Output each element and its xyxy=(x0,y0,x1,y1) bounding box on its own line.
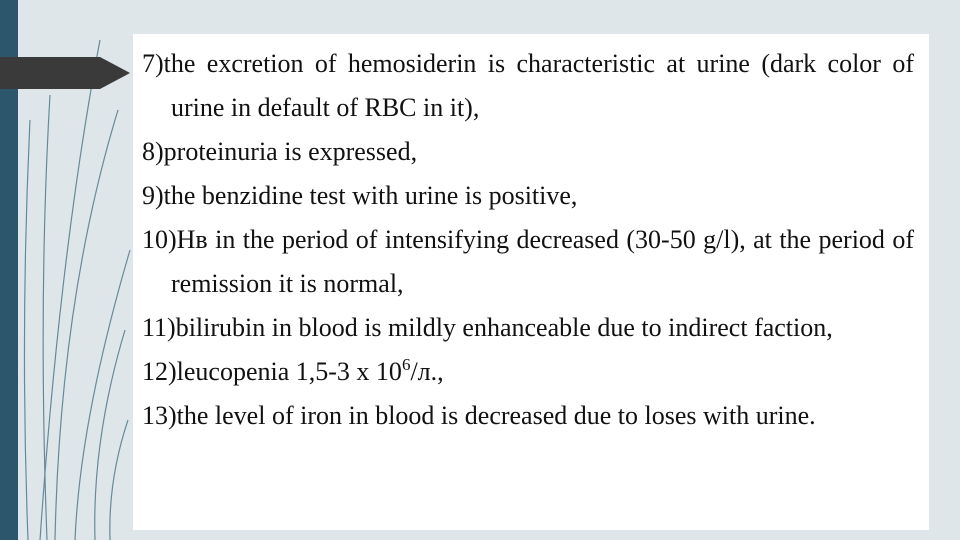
list-item-text: 12)leucopenia 1,5-3 х 10 xyxy=(142,357,402,386)
deco-line xyxy=(55,110,118,540)
deco-line xyxy=(40,40,100,540)
deco-line xyxy=(75,250,130,540)
superscript: 6 xyxy=(401,355,411,374)
deco-line xyxy=(24,120,30,540)
list-item: 7)the excretion of hemosiderin is characteristic at urine (dark color of urine in default of RBC in it), xyxy=(142,49,914,122)
deco-line xyxy=(43,95,50,540)
list-item xyxy=(142,350,914,394)
list-item: 9)the benzidine test with urine is positive, xyxy=(142,181,578,210)
deco-line xyxy=(110,420,128,540)
list-item: 8)proteinuria is expressed, xyxy=(142,137,418,166)
slide-text xyxy=(142,42,914,438)
list-item: 13)the level of iron in blood is decreased due to loses with urine. xyxy=(142,401,816,430)
list-item: 10)Нв in the period of intensifying decreased (30-50 g/l), at the period of remission it is normal, xyxy=(142,225,914,298)
arrow-marker xyxy=(0,57,130,89)
left-accent-bar xyxy=(0,0,18,540)
list-item: 11)bilirubin in blood is mildly enhanceable due to indirect faction, xyxy=(142,313,833,342)
deco-line xyxy=(95,330,125,540)
list-item-text: /л., xyxy=(410,357,444,386)
